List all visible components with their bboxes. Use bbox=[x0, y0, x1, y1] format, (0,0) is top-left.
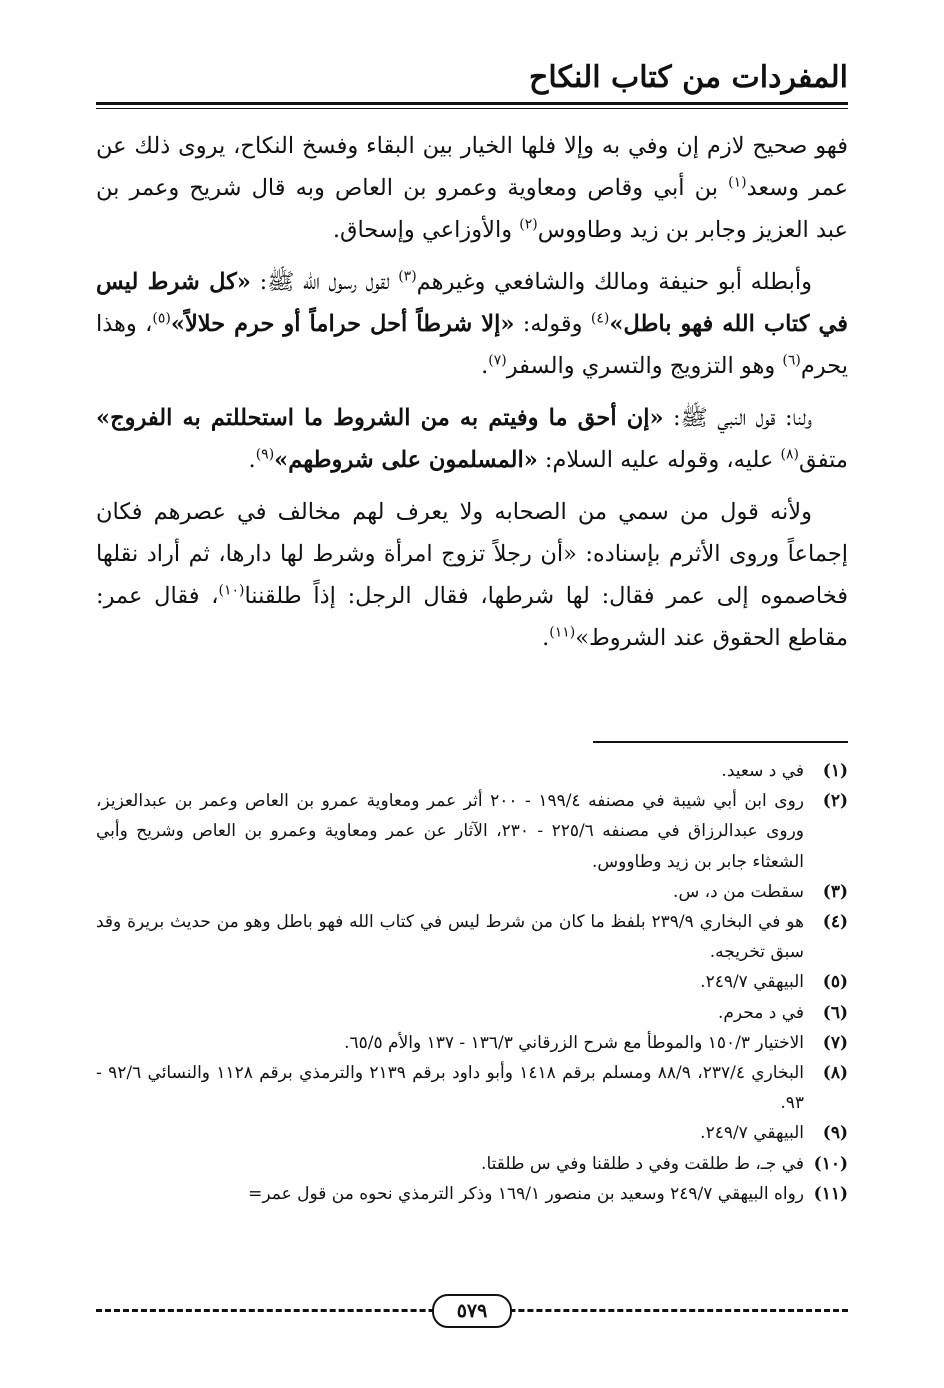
hadith-quote: «إلا شرطاً أحل حراماً أو حرم حلالاً» bbox=[170, 311, 515, 337]
text-run: ، فقال عمر: مقاطع الحقوق عند الشروط» bbox=[96, 583, 848, 651]
hadith-quote: «كل شرط ليس في كتاب الله فهو باطل» bbox=[96, 269, 848, 337]
text-run: . bbox=[481, 353, 489, 379]
footnote-item bbox=[96, 1179, 848, 1209]
text-run: عليه، وقوله عليه السلام: bbox=[537, 447, 781, 473]
footnote-text: سقطت من د، س. bbox=[673, 881, 804, 902]
header-rule-thick bbox=[96, 102, 848, 105]
hadith-quote: «المسلمون على شروطهم» bbox=[274, 447, 538, 473]
footnote-number: (٨) bbox=[822, 1063, 848, 1084]
footnote-ref: (٤) bbox=[590, 310, 610, 327]
footnote-text: في د سعيد. bbox=[721, 761, 804, 781]
footnote-item bbox=[96, 1118, 848, 1148]
footnote-number: (٥) bbox=[822, 972, 848, 993]
text-run: فهو صحيح لازم إن وفي به وإلا فلها الخيار بين البقاء وفسخ النكاح، يروى ذلك عن عمر وسعد bbox=[96, 133, 848, 201]
page-number: ٥٧٩ bbox=[432, 1294, 512, 1328]
footnote-item bbox=[96, 907, 848, 967]
footnote-text: الاختيار ١٥٠/٣ والموطأ مع شرح الزرقاني ١٣٦/٣ - ١٣٧ والأم ٦٥/٥. bbox=[344, 1032, 804, 1053]
paragraph-4 bbox=[96, 491, 848, 659]
text-run: والأوزاعي وإسحاق. bbox=[332, 217, 520, 243]
footnote-ref: (٨) bbox=[780, 446, 799, 463]
footnote-item bbox=[96, 1058, 848, 1118]
text-run: ، وهذا يحرم bbox=[96, 311, 848, 379]
footnote-separator bbox=[593, 741, 848, 743]
text-run: وقوله: bbox=[514, 311, 591, 337]
text-run: ولأنه قول من سمي من الصحابه ولا يعرف لهم مخالف في عصرهم فكان إجماعاً وروى الأثرم بإسناده: «أن رجلاً تزوج امرأة وشرط لها دارها، ثم أراد نقلها فخاصموه إلى عمر فقال: لها شرطها، فقال الرجل: إذاً طلقننا bbox=[96, 499, 848, 609]
footnote-ref: (٣) bbox=[398, 268, 417, 285]
footnote-ref: (٩) bbox=[255, 446, 275, 463]
paragraph-3 bbox=[96, 397, 848, 481]
footnote-item bbox=[96, 756, 848, 786]
text-run: ولنا: قول النبي ﷺ: bbox=[663, 405, 812, 431]
footnote-number: (١١) bbox=[813, 1183, 848, 1204]
text-run: . bbox=[248, 447, 256, 473]
text-run: لقول رسول الله ﷺ: bbox=[250, 269, 399, 295]
footnote-number: (٤) bbox=[822, 912, 848, 933]
header-rule-thin bbox=[96, 108, 848, 109]
text-run: وهو التزويج والتسري والسفر bbox=[506, 353, 783, 379]
footnote-text: هو في البخاري ٢٣٩/٩ بلفظ ما كان من شرط ليس في كتاب الله فهو باطل وهو من حديث بريرة وقد سبق تخريجه. bbox=[96, 912, 804, 963]
footnote-ref: (١١) bbox=[549, 624, 576, 641]
footnote-text: روى ابن أبي شيبة في مصنفه ١٩٩/٤ - ٢٠٠ أثر عمر ومعاوية عمرو بن العاص وعمر بن عبدالعزيز، وروى عبدالرزاق في مصنفه ٢٢٥/٦ - ٢٣٠، الآثار عن عمر ومعاوية وعمرو بن العاص وشريح وأبي الشعثاء جابر بن زيد وطاووس. bbox=[96, 791, 805, 872]
footnote-ref: (٧) bbox=[488, 352, 507, 369]
footnote-item bbox=[96, 1149, 848, 1179]
page-footer bbox=[96, 1294, 848, 1328]
footnote-item bbox=[96, 998, 848, 1028]
footnote-ref: (٢) bbox=[519, 216, 538, 233]
footnote-number: (٧) bbox=[822, 1032, 848, 1053]
footnote-number: (١) bbox=[822, 761, 848, 781]
hadith-quote: «إن أحق ما وفيتم به من الشروط ما استحللتم به الفروج» bbox=[96, 405, 664, 431]
running-title: المفردات من كتاب النكاح bbox=[528, 60, 848, 95]
footnote-text: في د محرم. bbox=[717, 1002, 804, 1023]
text-run: وأبطله أبو حنيفة ومالك والشافعي وغيرهم bbox=[416, 269, 812, 295]
text-run: . bbox=[542, 625, 550, 651]
footnote-text: في جـ، ط طلقت وفي د طلقنا وفي س طلقتا. bbox=[481, 1153, 804, 1174]
footnote-item bbox=[96, 877, 848, 907]
paragraph-1 bbox=[96, 125, 848, 251]
paragraph-2 bbox=[96, 261, 848, 387]
footnote-text: رواه البيهقي ٢٤٩/٧ وسعيد بن منصور ١٦٩/١ وذكر الترمذي نحوه من قول عمر= bbox=[248, 1183, 804, 1204]
text-run: بن أبي وقاص ومعاوية وعمرو بن العاص وبه قال شريح وعمر بن عبد العزيز وجابر بن زيد وطاووس bbox=[96, 175, 848, 243]
footnote-text: البيهقي ٢٤٩/٧. bbox=[700, 1123, 804, 1144]
footnote-item bbox=[96, 967, 848, 997]
footnote-ref: (٦) bbox=[782, 352, 801, 369]
footnote-number: (٦) bbox=[822, 1002, 848, 1023]
footnote-number: (١٠) bbox=[813, 1153, 848, 1174]
footnote-item bbox=[96, 786, 848, 877]
footnote-item bbox=[96, 1028, 848, 1058]
footnote-text: البيهقي ٢٤٩/٧. bbox=[700, 972, 804, 993]
main-text bbox=[96, 125, 848, 669]
footnote-number: (٣) bbox=[822, 881, 848, 902]
footnote-number: (٩) bbox=[822, 1123, 848, 1144]
footnote-ref: (١) bbox=[728, 174, 747, 191]
text-run: متفق bbox=[799, 447, 848, 473]
footnote-ref: (١٠) bbox=[218, 582, 245, 599]
footnotes bbox=[96, 756, 848, 1209]
footnote-text: البخاري ٢٣٧/٤، ٨٨/٩ ومسلم برقم ١٤١٨ وأبو داود برقم ٢١٣٩ والترمذي برقم ١١٢٨ والنسائي ٩٢/٦ - ٩٣. bbox=[96, 1063, 804, 1114]
footnote-ref: (٥) bbox=[152, 310, 171, 327]
footnote-number: (٢) bbox=[822, 791, 848, 812]
